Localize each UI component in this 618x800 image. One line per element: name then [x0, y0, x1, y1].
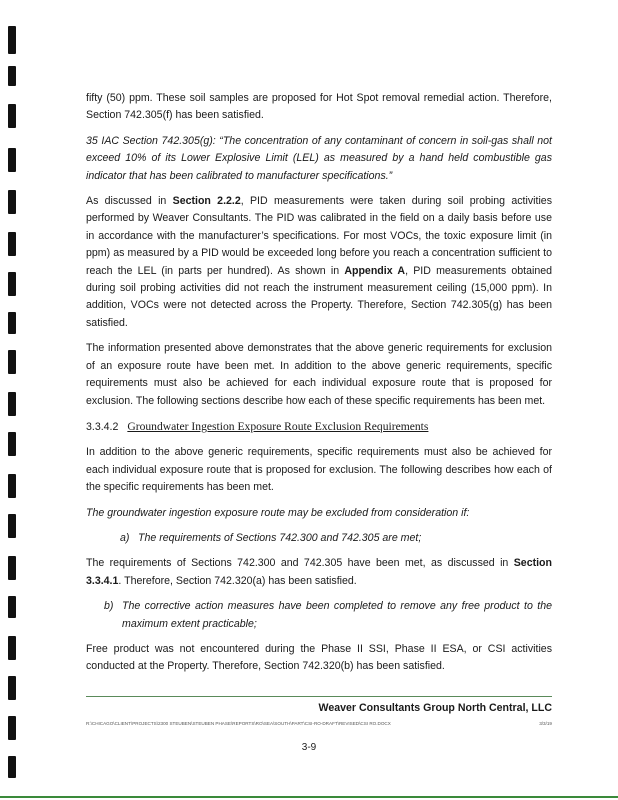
item-text: The corrective action measures have been completed to remove any free product to the maximum extent practicable; [122, 600, 552, 630]
bottom-rule [0, 796, 618, 798]
text-run: , PID measurements obtained during soil probing activities did not reach the instrument measurement ceiling (15,000 ppm). In addition, VOCs were not detected across the Property. Therefore, Section 742.305(g) has been satisfied. [86, 264, 552, 329]
section-number: 3.3.4.2 [86, 420, 119, 433]
paragraph-320a [86, 555, 552, 590]
text-run: The requirements of Sections 742.300 and 742.305 have been met, as discussed in [86, 557, 514, 570]
appendix-reference: Appendix A [344, 264, 406, 277]
footer-rule [86, 696, 552, 697]
requirement-item-a [86, 530, 552, 547]
binder-hole [8, 312, 16, 334]
binder-hole [8, 676, 16, 700]
binder-hole [8, 596, 16, 618]
footer-file-path [86, 721, 552, 729]
paragraph-section-305f: fifty (50) ppm. These soil samples are proposed for Hot Spot removal remedial action. Therefore, Section 742.305(f) has been satisfied. [86, 92, 552, 122]
binder-hole [8, 104, 16, 128]
body-text [86, 90, 552, 684]
binder-hole [8, 474, 16, 498]
binder-hole [8, 26, 16, 54]
footer-company-name: Weaver Consultants Group North Central, LLC [318, 702, 552, 714]
paragraph-exclusion-condition: The groundwater ingestion exposure route may be excluded from consideration if: [86, 506, 470, 519]
binder-hole [8, 514, 16, 538]
item-label: b) [104, 600, 114, 613]
binder-hole [8, 66, 16, 86]
item-label: a) [120, 531, 130, 544]
binder-hole [8, 190, 16, 214]
binder-hole [8, 148, 16, 172]
paragraph-320b: Free product was not encountered during the Phase II SSI, Phase II ESA, or CSI activities conducted at the Property. Therefore, Section 742.320(b) has been satisfied. [86, 642, 552, 673]
text-run: , PID measurements were taken during soil probing activities performed by Weaver Consultants. The PID was calibrated in the field on a daily basis before use in accordance with the manufacturer’s specifications. For most VOCs, the toxic exposure limit (in ppm) as measured by a PID would be exceeded long before you reach a concentration sufficient to reach the LEL (in parts per hundred). As shown in [86, 195, 552, 277]
item-text: The requirements of Sections 742.300 and 742.305 are met; [138, 531, 422, 544]
section-reference: Section 2.2.2 [172, 195, 241, 208]
section-reference: Section 3.3.4.1 [86, 557, 552, 587]
text-run: . Therefore, Section 742.320(a) has been satisfied. [118, 574, 357, 587]
binder-hole [8, 556, 16, 580]
paragraph-specific-requirements: In addition to the above generic requirements, specific requirements must also be achieved for each individual exposure route that is proposed for exclusion. The following describes how each of the specific requirements has been met. [86, 446, 552, 494]
paragraph-pid-measurements [86, 193, 552, 332]
regulation-quote-305g: 35 IAC Section 742.305(g): “The concentration of any contaminant of concern in soil-gas shall not exceed 10% of its Lower Explosive Limit (LEL) as measured by a hand held combustible gas indicator that has been calibrated to manufacturer specifications.” [86, 134, 552, 182]
section-title: Groundwater Ingestion Exposure Route Exclusion Requirements [127, 419, 429, 433]
binder-hole [8, 756, 16, 778]
binder-hole [8, 272, 16, 296]
binder-hole [8, 716, 16, 740]
binder-hole [8, 636, 16, 660]
text-run: As discussed in [86, 195, 173, 208]
binder-hole-strip [8, 0, 18, 800]
footer-date: 3/3/19 [539, 721, 552, 726]
file-path: R:\CHICAGO\CLIENT\PROJECTS\2300 STEUBEN\STEUBEN PHASE\REPORTS\RO\SEA\SOUTH\PART\CSI-RO-DRAFT\REVISED\CSI RO.DOCX [86, 721, 391, 726]
binder-hole [8, 432, 16, 456]
requirement-item-b [86, 598, 552, 633]
binder-hole [8, 232, 16, 256]
page-number: 3-9 [301, 742, 317, 753]
binder-hole [8, 350, 16, 374]
binder-hole [8, 392, 16, 416]
paragraph-generic-requirements: The information presented above demonstrates that the above generic requirements for exclusion of an exposure route have been met. In addition to the above generic requirements, specific requirements must also be achieved for each individual exposure route that is proposed for exclusion. The following sections describe how each of these specific requirements has been met. [86, 342, 552, 407]
section-heading [86, 418, 552, 436]
